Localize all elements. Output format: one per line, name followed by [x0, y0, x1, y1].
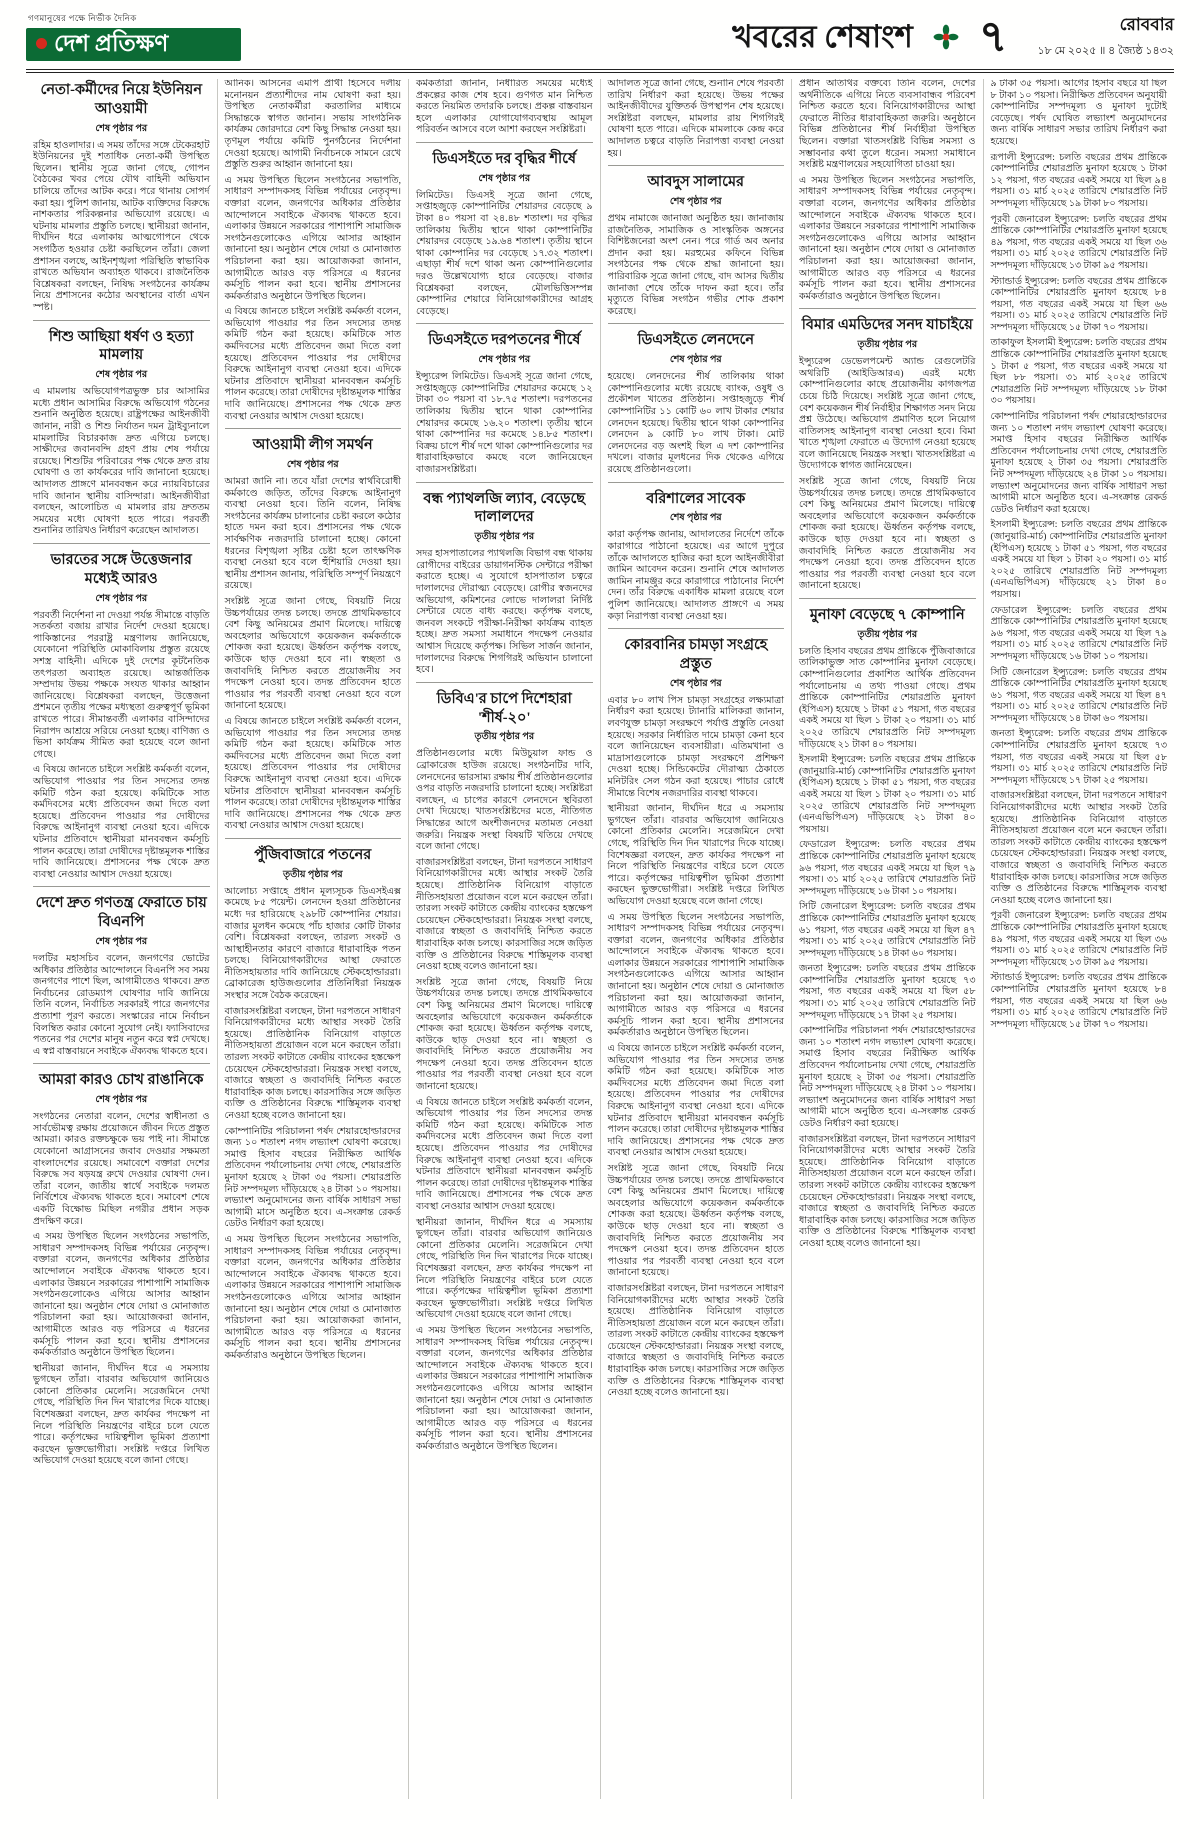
article-body: আদালত সূত্রে জানা গেছে, শুনানি শেষে পরবর্তী তারিখ নির্ধারণ করা হয়েছে। উভয় পক্ষের আইনজীবীদের যুক্তিতর্ক উপস্থাপন শেষ হয়েছে। সংশ্লিষ্টরা বলছেন, মামলার রায় শিগগিরই ঘোষণা হতে পারে। এদিকে মামলাকে কেন্দ্র করে আদালত চত্বরে বাড়তি নিরাপত্তা ব্যবস্থা নেওয়া হয়। — [607, 79, 784, 159]
article-headline: শিশু আছিয়া ধর্ষণ ও হত্যা মামলায় — [48, 328, 194, 364]
article-block — [33, 543, 210, 881]
article-body: সংগঠনের নেতারা বলেন, দেশের স্বাধীনতা ও সার্বভৌমত্ব রক্ষায় প্রয়োজনে জীবন দিতে প্রস্তুত আমরা। কারও রক্তচক্ষুকে ভয় পাই না। সীমান্তে যেকোনো আগ্রাসনের জবাব দেওয়ার সক্ষমতা বাংলাদেশের রয়েছে। সমাবেশে বক্তারা দেশের বিরুদ্ধে সব ষড়যন্ত্র রুখে দেওয়ার ঘোষণা দেন। তাঁরা বলেন, জাতীয় স্বার্থে সবাইকে দলমত নির্বিশেষে ঐক্যবদ্ধ থাকতে হবে। সমাবেশ শেষে একটি বিক্ষোভ মিছিল নগরীর প্রধান সড়ক প্রদক্ষিণ করে। — [33, 1112, 210, 1227]
article-body: স্থানীয়রা জানান, দীর্ঘদিন ধরে এ সমস্যায় ভুগছেন তাঁরা। বারবার অভিযোগ জানিয়েও কোনো প্রতিকার মেলেনি। সরেজমিনে দেখা গেছে, পরিস্থিতি দিন দিন খারাপের দিকে যাচ্ছে। বিশেষজ্ঞরা বলছেন, দ্রুত কার্যকর পদক্ষেপ না নিলে পরিস্থিতি নিয়ন্ত্রণের বাইরে চলে যেতে পারে। কর্তৃপক্ষের দায়িত্বশীল ভূমিকা প্রত্যাশা করছেন ভুক্তভোগীরা। সংশ্লিষ্ট দপ্তরে লিখিত অভিযোগ দেওয়া হয়েছে বলে জানা গেছে। — [416, 1217, 593, 1321]
article-body: বাজারসংশ্লিষ্টরা বলছেন, টানা দরপতনে সাধারণ বিনিয়োগকারীদের মধ্যে আস্থার সংকট তৈরি হয়েছে। প্রাতিষ্ঠানিক বিনিয়োগ বাড়াতে নীতিসহায়তা প্রয়োজন বলে মনে করছেন তাঁরা। তারল্য সংকট কাটাতে কেন্দ্রীয় ব্যাংকের হস্তক্ষেপ চেয়েছেন স্টেকহোল্ডাররা। নিয়ন্ত্রক সংস্থা বলছে, বাজারে স্বচ্ছতা ও জবাবদিহি নিশ্চিত করতে ধারাবাহিক কাজ চলছে। কারসাজির সঙ্গে জড়িত ব্যক্তি ও প্রতিষ্ঠানের বিরুদ্ধে শাস্তিমূলক ব্যবস্থা নেওয়া হচ্ছে বলেও জানানো হয়। — [799, 1134, 976, 1249]
article-headline: বরিশালের সাবেক — [646, 490, 746, 507]
article-body: আনিক। আসনের এমপি প্রার্থী হিসেবে দলীয় মনোনয়ন প্রত্যাশীদের নাম ঘোষণা করা হয়। উপস্থিত নেতাকর্মীরা করতালির মাধ্যমে সিদ্ধান্তকে স্বাগত জানান। সভায় সাংগঠনিক কার্যক্রম জোরদারে বেশ কিছু সিদ্ধান্ত নেওয়া হয়। তৃণমূল পর্যায়ে কমিটি পুনর্গঠনের নির্দেশনা দেওয়া হয়েছে। আগামী নির্বাচনকে সামনে রেখে প্রস্তুতি শুরুর আহ্বান জানানো হয়। — [224, 79, 401, 171]
article-body: কোম্পানিটির পরিচালনা পর্ষদ শেয়ারহোল্ডারদের জন্য ১০ শতাংশ নগদ লভ্যাংশ ঘোষণা করেছে। সমাপ্ত হিসাব বছরের নিরীক্ষিত আর্থিক প্রতিবেদন পর্যালোচনায় দেখা গেছে, শেয়ারপ্রতি মুনাফা হয়েছে ২ টাকা ৩৫ পয়সা। শেয়ারপ্রতি নিট সম্পদমূল্য দাঁড়িয়েছে ২৪ টাকা ১০ পয়সায়। লভ্যাংশ অনুমোদনের জন্য বার্ষিক সাধারণ সভা আগামী মাসে অনুষ্ঠিত হবে। এ-সংক্রান্ত রেকর্ড ডেটও নির্ধারণ করা হয়েছে। — [799, 1026, 976, 1129]
article-body: কোম্পানিটির পরিচালনা পর্ষদ শেয়ারহোল্ডারদের জন্য ১০ শতাংশ নগদ লভ্যাংশ ঘোষণা করেছে। সমাপ্ত হিসাব বছরের নিরীক্ষিত আর্থিক প্রতিবেদন পর্যালোচনায় দেখা গেছে, শেয়ারপ্রতি মুনাফা হয়েছে ২ টাকা ৩৫ পয়সা। শেয়ারপ্রতি নিট সম্পদমূল্য দাঁড়িয়েছে ২৪ টাকা ১০ পয়সায়। লভ্যাংশ অনুমোদনের জন্য বার্ষিক সাধারণ সভা আগামী মাসে অনুষ্ঠিত হবে। এ-সংক্রান্ত রেকর্ড ডেটও নির্ধারণ করা হয়েছে। — [990, 412, 1167, 515]
continuation-label: তৃতীয় পৃষ্ঠার পর — [282, 869, 343, 880]
article-body: এ সময় উপস্থিত ছিলেন সংগঠনের সভাপতি, সাধারণ সম্পাদকসহ বিভিন্ন পর্যায়ের নেতৃবৃন্দ। বক্তারা বলেন, জনগণের অধিকার প্রতিষ্ঠার আন্দোলনে সবাইকে ঐক্যবদ্ধ থাকতে হবে। এলাকার উন্নয়নে সরকারের পাশাপাশি সামাজিক সংগঠনগুলোকেও এগিয়ে আসার আহ্বান জানানো হয়। অনুষ্ঠান শেষে দোয়া ও মোনাজাত পরিচালনা করা হয়। আয়োজকরা জানান, আগামীতে আরও বড় পরিসরে এ ধরনের কর্মসূচি পালন করা হবে। স্থানীয় প্রশাসনের কর্মকর্তারাও অনুষ্ঠানে উপস্থিত ছিলেন। — [224, 175, 401, 302]
article-block — [416, 323, 593, 476]
article-body: ইন্স্যুরেন্স ডেভেলপমেন্ট অ্যান্ড রেগুলেটরি অথরিটি (আইডিআরএ) এরই মধ্যে কোম্পানিগুলোর কাছে প্রয়োজনীয় কাগজপত্র চেয়ে চিঠি দিয়েছে। সংশ্লিষ্ট সূত্রে জানা গেছে, বেশ কয়েকজন শীর্ষ নির্বাহীর শিক্ষাগত সনদ নিয়ে প্রশ্ন উঠেছে। অভিযোগ প্রমাণিত হলে নিয়োগ বাতিলসহ আইনানুগ ব্যবস্থা নেওয়া হবে। বিমা খাতে শৃঙ্খলা ফেরাতে এ উদ্যোগ নেওয়া হয়েছে বলে জানিয়েছে নিয়ন্ত্রক সংস্থা। খাতসংশ্লিষ্টরা এ উদ্যোগকে স্বাগত জানিয়েছেন। — [799, 357, 976, 472]
article-headline: আমরা কারও চোখ রাঙানিকে — [39, 1072, 204, 1089]
article-body: প্রধান অতিথির বক্তব্যে তিনি বলেন, দেশের অর্থনীতিকে এগিয়ে নিতে ব্যবসাবান্ধব পরিবেশ নিশ্চিত করতে হবে। বিনিয়োগকারীদের আস্থা ফেরাতে নীতির ধারাবাহিকতা জরুরি। অনুষ্ঠানে বিভিন্ন প্রতিষ্ঠানের শীর্ষ নির্বাহীরা উপস্থিত ছিলেন। বক্তারা খাতসংশ্লিষ্ট বিভিন্ন সমস্যা ও সম্ভাবনার কথা তুলে ধরেন। সমস্যা সমাধানে সংশ্লিষ্ট মন্ত্রণালয়ের সহযোগিতা চাওয়া হয়। — [799, 79, 976, 171]
article-block — [799, 598, 976, 1251]
continued-text-block — [799, 79, 976, 303]
article-headline: নেতা-কর্মীদের নিয়ে ইউনিয়ন আওয়ামী — [40, 82, 202, 117]
article-body: কর্মকর্তারা জানান, নির্ধারিত সময়ের মধ্যেই প্রকল্পের কাজ শেষ হবে। গুণগত মান নিশ্চিত করতে নিয়মিত তদারকি চলছে। প্রকল্প বাস্তবায়ন হলে এলাকার যোগাযোগব্যবস্থায় আমূল পরিবর্তন আসবে বলে আশা করছেন সংশ্লিষ্টরা। — [416, 79, 593, 136]
article-body: দলটির মহাসচিব বলেন, জনগণের ভোটের অধিকার প্রতিষ্ঠার আন্দোলনে বিএনপি সব সময় জনগণের পাশে ছিল, আগামীতেও থাকবে। দ্রুত নির্বাচনের রোডম্যাপ ঘোষণার দাবি জানিয়ে তিনি বলেন, নির্বাচিত সরকারই পারে জনগণের প্রত্যাশা পূরণ করতে। সংস্কারের নামে নির্বাচন বিলম্বিত করার কোনো সুযোগ নেই। ফ্যাসিবাদের পতনের পর দেশের মানুষ নতুন করে স্বপ্ন দেখছে। এ স্বপ্ন বাস্তবায়নে সবাইকে ঐক্যবদ্ধ থাকতে হবে। — [33, 954, 210, 1057]
article-body: রূপালী ইন্স্যুরেন্স: চলতি বছরের প্রথম প্রান্তিকে কোম্পানিটির শেয়ারপ্রতি মুনাফা হয়েছে ১ টাকা ১২ পয়সা, গত বছরের একই সময়ে যা ছিল ৯৪ পয়সা। ৩১ মার্চ ২০২৫ তারিখে শেয়ারপ্রতি নিট সম্পদমূল্য দাঁড়িয়েছে ১৯ টাকা ৮০ পয়সায়। — [990, 152, 1167, 209]
continuation-label: শেষ পৃষ্ঠার পর — [669, 513, 722, 524]
article-body: এ বিষয়ে জানতে চাইলে সংশ্লিষ্ট কর্মকর্তা বলেন, অভিযোগ পাওয়ার পর তিন সদস্যের তদন্ত কমিটি গঠন করা হয়েছে। কমিটিকে সাত কর্মদিবসের মধ্যে প্রতিবেদন জমা দিতে বলা হয়েছে। প্রতিবেদন পাওয়ার পর দোষীদের বিরুদ্ধে আইনানুগ ব্যবস্থা নেওয়া হবে। এদিকে ঘটনার প্রতিবাদে স্থানীয়রা মানববন্ধন কর্মসূচি পালন করেছে। তারা দোষীদের দৃষ্টান্তমূলক শাস্তির দাবি জানিয়েছে। প্রশাসনের পক্ষ থেকে দ্রুত ব্যবস্থা নেওয়ার আশ্বাস দেওয়া হয়েছে। — [33, 765, 210, 880]
article-body: এ বিষয়ে জানতে চাইলে সংশ্লিষ্ট কর্মকর্তা বলেন, অভিযোগ পাওয়ার পর তিন সদস্যের তদন্ত কমিটি গঠন করা হয়েছে। কমিটিকে সাত কর্মদিবসের মধ্যে প্রতিবেদন জমা দিতে বলা হয়েছে। প্রতিবেদন পাওয়ার পর দোষীদের বিরুদ্ধে আইনানুগ ব্যবস্থা নেওয়া হবে। এদিকে ঘটনার প্রতিবাদে স্থানীয়রা মানববন্ধন কর্মসূচি পালন করেছে। তারা দোষীদের দৃষ্টান্তমূলক শাস্তির দাবি জানিয়েছে। প্রশাসনের পক্ষ থেকে দ্রুত ব্যবস্থা নেওয়ার আশ্বাস দেওয়া হয়েছে। — [416, 1097, 593, 1212]
continued-text-block — [416, 79, 593, 137]
article-headline: ডিএসইতে দরপতনের শীর্ষে — [428, 332, 581, 349]
article-body: চলতি হিসাব বছরের প্রথম প্রান্তিকে পুঁজিবাজারে তালিকাভুক্ত সাত কোম্পানির মুনাফা বেড়েছে। কোম্পানিগুলোর প্রকাশিত আর্থিক প্রতিবেদন পর্যালোচনায় এ তথ্য পাওয়া গেছে। প্রথম প্রান্তিকে কোম্পানিটির শেয়ারপ্রতি মুনাফা (ইপিএস) হয়েছে ১ টাকা ৫১ পয়সা, গত বছরের একই সময়ে যা ছিল ১ টাকা ২০ পয়সা। ৩১ মার্চ ২০২৫ তারিখে শেয়ারপ্রতি নিট সম্পদমূল্য দাঁড়িয়েছে ২১ টাকা ৪০ পয়সায়। — [799, 646, 976, 750]
article-body: প্রতিষ্ঠানগুলোর মধ্যে মিউচুয়াল ফান্ড ও ব্রোকারেজ হাউজ রয়েছে। সংগঠনটির দাবি, লেনদেনের ভারসাম্য রক্ষায় শীর্ষ প্রতিষ্ঠানগুলোর ওপর বাড়তি নজরদারি চালানো হচ্ছে। সংশ্লিষ্টরা বলছেন, এ চাপের কারণে লেনদেনে স্থবিরতা দেখা দিয়েছে। খাতসংশ্লিষ্টদের মতে, নীতিগত সিদ্ধান্তের আগে অংশীজনদের মতামত নেওয়া জরুরি। নিয়ন্ত্রক সংস্থা বিষয়টি খতিয়ে দেখছে বলে জানা গেছে। — [416, 749, 593, 853]
article-block — [799, 308, 976, 593]
article-headline: পুঁজিবাজারে পতনের — [254, 846, 372, 863]
article-body: সদর হাসপাতালের প্যাথলজি বিভাগ বন্ধ থাকায় রোগীদের বাইরের ডায়াগনস্টিক সেন্টারে পরীক্ষা করাতে হচ্ছে। এ সুযোগে হাসপাতাল চত্বরে দালালদের দৌরাত্ম্য বেড়েছে। রোগীর স্বজনদের অভিযোগ, কমিশনের লোভে দালালরা নির্দিষ্ট সেন্টারে যেতে বাধ্য করছে। কর্তৃপক্ষ বলছে, জনবল সংকটে পরীক্ষা-নিরীক্ষা কার্যক্রম ব্যাহত হচ্ছে। দ্রুত সমস্যা সমাধানে পদক্ষেপ নেওয়ার আশ্বাস দিয়েছে কর্তৃপক্ষ। সিভিল সার্জন জানান, দালালদের বিরুদ্ধে শিগগিরই অভিযান চালানো হবে। — [416, 549, 593, 676]
article-body: বাজারসংশ্লিষ্টরা বলছেন, টানা দরপতনে সাধারণ বিনিয়োগকারীদের মধ্যে আস্থার সংকট তৈরি হয়েছে। প্রাতিষ্ঠানিক বিনিয়োগ বাড়াতে নীতিসহায়তা প্রয়োজন বলে মনে করছেন তাঁরা। তারল্য সংকট কাটাতে কেন্দ্রীয় ব্যাংকের হস্তক্ষেপ চেয়েছেন স্টেকহোল্ডাররা। নিয়ন্ত্রক সংস্থা বলছে, বাজারে স্বচ্ছতা ও জবাবদিহি নিশ্চিত করতে ধারাবাহিক কাজ চলছে। কারসাজির সঙ্গে জড়িত ব্যক্তি ও প্রতিষ্ঠানের বিরুদ্ধে শাস্তিমূলক ব্যবস্থা নেওয়া হচ্ছে বলেও জানানো হয়। — [990, 791, 1167, 906]
article-body: ইসলামী ইন্স্যুরেন্স: চলতি বছরের প্রথম প্রান্তিকে (জানুয়ারি-মার্চ) কোম্পানিটির শেয়ারপ্রতি মুনাফা (ইপিএস) হয়েছে ১ টাকা ৫১ পয়সা, গত বছরের একই সময়ে যা ছিল ১ টাকা ২০ পয়সা। ৩১ মার্চ ২০২৫ তারিখে শেয়ারপ্রতি নিট সম্পদমূল্য (এনএভিপিএস) দাঁড়িয়েছে ২১ টাকা ৪০ পয়সায়। — [990, 520, 1167, 600]
continuation-label: শেষ পৃষ্ঠার পর — [95, 937, 148, 948]
article-headline: ডিএসইতে দর বৃদ্ধির শীর্ষে — [432, 150, 577, 167]
article-body: এ বিষয়ে জানতে চাইলে সংশ্লিষ্ট কর্মকর্তা বলেন, অভিযোগ পাওয়ার পর তিন সদস্যের তদন্ত কমিটি গঠন করা হয়েছে। কমিটিকে সাত কর্মদিবসের মধ্যে প্রতিবেদন জমা দিতে বলা হয়েছে। প্রতিবেদন পাওয়ার পর দোষীদের বিরুদ্ধে আইনানুগ ব্যবস্থা নেওয়া হবে। এদিকে ঘটনার প্রতিবাদে স্থানীয়রা মানববন্ধন কর্মসূচি পালন করেছে। তারা দোষীদের দৃষ্টান্তমূলক শাস্তির দাবি জানিয়েছে। প্রশাসনের পক্ষ থেকে দ্রুত ব্যবস্থা নেওয়ার আশ্বাস দেওয়া হয়েছে। — [224, 307, 401, 422]
article-body: সংশ্লিষ্ট সূত্রে জানা গেছে, বিষয়টি নিয়ে উচ্চপর্যায়ের তদন্ত চলছে। তদন্তে প্রাথমিকভাবে বেশ কিছু অনিয়মের প্রমাণ মিলেছে। দায়িত্বে অবহেলার অভিযোগে কয়েকজন কর্মকর্তাকে শোকজ করা হয়েছে। ঊর্ধ্বতন কর্তৃপক্ষ বলছে, কাউকে ছাড় দেওয়া হবে না। স্বচ্ছতা ও জবাবদিহি নিশ্চিত করতে প্রয়োজনীয় সব পদক্ষেপ নেওয়া হবে। তদন্ত প্রতিবেদন হাতে পাওয়ার পর পরবর্তী ব্যবস্থা নেওয়া হবে বলে জানানো হয়েছে। — [799, 477, 976, 592]
article-body: সংশ্লিষ্ট সূত্রে জানা গেছে, বিষয়টি নিয়ে উচ্চপর্যায়ের তদন্ত চলছে। তদন্তে প্রাথমিকভাবে বেশ কিছু অনিয়মের প্রমাণ মিলেছে। দায়িত্বে অবহেলার অভিযোগে কয়েকজন কর্মকর্তাকে শোকজ করা হয়েছে। ঊর্ধ্বতন কর্তৃপক্ষ বলছে, কাউকে ছাড় দেওয়া হবে না। স্বচ্ছতা ও জবাবদিহি নিশ্চিত করতে প্রয়োজনীয় সব পদক্ষেপ নেওয়া হবে। তদন্ত প্রতিবেদন হাতে পাওয়ার পর পরবর্তী ব্যবস্থা নেওয়া হবে বলে জানানো হয়েছে। — [607, 1163, 784, 1279]
article-block — [225, 838, 402, 1363]
continuation-label: শেষ পৃষ্ঠার পর — [669, 197, 722, 207]
article-body: হয়েছে। লেনদেনের শীর্ষ তালিকায় থাকা কোম্পানিগুলোর মধ্যে রয়েছে ব্যাংক, ওষুধ ও প্রকৌশল খাতের প্রতিষ্ঠান। সপ্তাহজুড়ে শীর্ষ কোম্পানিটির ১১ কোটি ৬০ লাখ টাকার শেয়ার লেনদেন হয়েছে। দ্বিতীয় স্থানে থাকা কোম্পানির লেনদেন ৯ কোটি ৮০ লাখ টাকা। মোট লেনদেনের বড় অংশই ছিল এ দশ কোম্পানির দখলে। বাজার মূলধনের দিক থেকেও এগিয়ে রয়েছে প্রতিষ্ঠানগুলো। — [607, 372, 784, 475]
article-headline: আওয়ামী লীগ সমর্থন — [252, 437, 373, 454]
article-block — [608, 628, 785, 1400]
section-title: খবরের শেষাংশ — [732, 19, 913, 54]
article-block — [33, 1063, 210, 1468]
logo-mark-icon — [36, 38, 47, 49]
article-block — [33, 320, 210, 538]
article-body: পূরবী জেনারেল ইন্স্যুরেন্স: চলতি বছরের প্রথম প্রান্তিকে কোম্পানিটির শেয়ারপ্রতি মুনাফা হয়েছে ৪৯ পয়সা, গত বছরের একই সময়ে যা ছিল ৩৬ পয়সা। ৩১ মার্চ ২০২৫ তারিখে শেয়ারপ্রতি নিট সম্পদমূল্য দাঁড়িয়েছে ১৩ টাকা ৯৫ পয়সায়। — [990, 214, 1167, 271]
article-block — [33, 81, 210, 315]
article-body: স্থানীয়রা জানান, দীর্ঘদিন ধরে এ সমস্যায় ভুগছেন তাঁরা। বারবার অভিযোগ জানিয়েও কোনো প্রতিকার মেলেনি। সরেজমিনে দেখা গেছে, পরিস্থিতি দিন দিন খারাপের দিকে যাচ্ছে। বিশেষজ্ঞরা বলছেন, দ্রুত কার্যকর পদক্ষেপ না নিলে পরিস্থিতি নিয়ন্ত্রণের বাইরে চলে যেতে পারে। কর্তৃপক্ষের দায়িত্বশীল ভূমিকা প্রত্যাশা করছেন ভুক্তভোগীরা। সংশ্লিষ্ট দপ্তরে লিখিত অভিযোগ দেওয়া হয়েছে বলে জানা গেছে। — [607, 804, 784, 907]
article-body: জনতা ইন্স্যুরেন্স: চলতি বছরের প্রথম প্রান্তিকে কোম্পানিটির শেয়ারপ্রতি মুনাফা হয়েছে ৭৩ পয়সা, গত বছরের একই সময়ে যা ছিল ৫৮ পয়সা। ৩১ মার্চ ২০২৫ তারিখে শেয়ারপ্রতি নিট সম্পদমূল্য দাঁড়িয়েছে ১৭ টাকা ২৫ পয়সায়। — [990, 729, 1167, 786]
continuation-label: শেষ পৃষ্ঠার পর — [669, 355, 722, 366]
article-block — [608, 323, 785, 476]
article-block — [416, 482, 593, 677]
article-headline: ডিএসইতে লেনদেনে — [637, 332, 755, 349]
article-block — [608, 165, 785, 318]
article-block — [608, 482, 785, 624]
article-body: কোম্পানিটির পরিচালনা পর্ষদ শেয়ারহোল্ডারদের জন্য ১০ শতাংশ নগদ লভ্যাংশ ঘোষণা করেছে। সমাপ্ত হিসাব বছরের নিরীক্ষিত আর্থিক প্রতিবেদন পর্যালোচনায় দেখা গেছে, শেয়ারপ্রতি মুনাফা হয়েছে ২ টাকা ৩৫ পয়সা। শেয়ারপ্রতি নিট সম্পদমূল্য দাঁড়িয়েছে ২৪ টাকা ১০ পয়সায়। লভ্যাংশ অনুমোদনের জন্য বার্ষিক সাধারণ সভা আগামী মাসে অনুষ্ঠিত হবে। এ-সংক্রান্ত রেকর্ড ডেটও নির্ধারণ করা হয়েছে। — [224, 1126, 401, 1230]
article-body: পরবর্তী নির্দেশনা না দেওয়া পর্যন্ত সীমান্তে বাড়তি সতর্কতা বজায় রাখার নির্দেশ দেওয়া হয়েছে। পাকিস্তানের পররাষ্ট্র মন্ত্রণালয় জানিয়েছে, যেকোনো পরিস্থিতি মোকাবিলায় প্রস্তুত রয়েছে সশস্ত্র বাহিনী। এদিকে দুই দেশের কূটনৈতিক তৎপরতা অব্যাহত রয়েছে। আন্তর্জাতিক সম্প্রদায় উভয় পক্ষকে সংযত থাকার আহ্বান জানিয়েছে। বিশ্লেষকরা বলছেন, উত্তেজনা প্রশমনে তৃতীয় পক্ষের মধ্যস্থতা গুরুত্বপূর্ণ ভূমিকা রাখতে পারে। সীমান্তবর্তী এলাকার বাসিন্দাদের নিরাপদ আশ্রয়ে সরিয়ে নেওয়া হচ্ছে। বাণিজ্য ও ভিসা কার্যক্রম সীমিত করা হয়েছে বলে জানা গেছে। — [33, 610, 210, 760]
article-body: স্ট্যান্ডার্ড ইন্স্যুরেন্স: চলতি বছরের প্রথম প্রান্তিকে কোম্পানিটির শেয়ারপ্রতি মুনাফা হয়েছে ৮৪ পয়সা, গত বছরের একই সময়ে যা ছিল ৬৬ পয়সা। ৩১ মার্চ ২০২৫ তারিখে শেয়ারপ্রতি নিট সম্পদমূল্য দাঁড়িয়েছে ১৫ টাকা ৭০ পয়সায়। — [990, 973, 1167, 1030]
article-headline: দেশে দ্রুত গণতন্ত্র ফেরাতে চায় বিএনপি — [35, 895, 207, 931]
article-headline: ভারতের সঙ্গে উত্তেজনার মধ্যেই আরও — [50, 552, 192, 587]
article-block — [33, 886, 210, 1058]
article-body: এ মামলায় অভিযোগপত্রভুক্ত চার আসামির মধ্যে প্রধান আসামির বিরুদ্ধে অভিযোগ গঠনের শুনানি অনুষ্ঠিত হয়েছে। রাষ্ট্রপক্ষের আইনজীবী জানান, নারী ও শিশু নির্যাতন দমন ট্রাইব্যুনালে মামলাটির বিচারকাজ দ্রুত এগিয়ে চলছে। সাক্ষীদের জবানবন্দি গ্রহণ প্রায় শেষ পর্যায়ে রয়েছে। শিশুটির পরিবারের পক্ষ থেকে দ্রুত রায় ঘোষণা ও তা কার্যকরের দাবি জানানো হয়েছে। আদালত প্রাঙ্গণে মানববন্ধন করে ন্যায়বিচারের দাবি জানান স্থানীয় বাসিন্দারা। আইনজীবীরা বলছেন, আলোচিত এ মামলার রায় দ্রুততম সময়ের মধ্যে ঘোষণা হতে পারে। পরবর্তী শুনানির তারিখও নির্ধারণ করেছেন আদালত। — [33, 387, 210, 537]
article-body: রহিম হাওলাদার। এ সময় তাঁদের সঙ্গে টেকেরহাট ইউনিয়নের দুই শতাধিক নেতা-কর্মী উপস্থিত ছিলেন। স্থানীয় সূত্রে জানা গেছে, গোপন বৈঠকের খবর পেয়ে যৌথ বাহিনী অভিযান চালিয়ে তাঁদের আটক করে। পরে থানায় সোপর্দ করা হয়। পুলিশ জানায়, আটক ব্যক্তিদের বিরুদ্ধে নাশকতার পরিকল্পনার অভিযোগ রয়েছে। এ ঘটনায় মামলার প্রস্তুতি চলছে। স্থানীয়রা জানান, দীর্ঘদিন ধরে এলাকায় আত্মগোপনে থেকে সংগঠিত হওয়ার চেষ্টা করছিলেন তাঁরা। জেলা প্রশাসন বলছে, আইনশৃঙ্খলা পরিস্থিতি স্বাভাবিক রাখতে অভিযান অব্যাহত থাকবে। রাজনৈতিক বিশ্লেষকরা বলছেন, নিষিদ্ধ সংগঠনের কার্যক্রম নিয়ে প্রশাসনের কঠোর অবস্থানের বার্তা এখন স্পষ্ট। — [33, 140, 210, 313]
continuation-label: শেষ পৃষ্ঠার পর — [478, 173, 531, 184]
article-body: এ সময় উপস্থিত ছিলেন সংগঠনের সভাপতি, সাধারণ সম্পাদকসহ বিভিন্ন পর্যায়ের নেতৃবৃন্দ। বক্তারা বলেন, জনগণের অধিকার প্রতিষ্ঠার আন্দোলনে সবাইকে ঐক্যবদ্ধ থাকতে হবে। এলাকার উন্নয়নে সরকারের পাশাপাশি সামাজিক সংগঠনগুলোকেও এগিয়ে আসার আহ্বান জানানো হয়। অনুষ্ঠান শেষে দোয়া ও মোনাজাত পরিচালনা করা হয়। আয়োজকরা জানান, আগামীতে আরও বড় পরিসরে এ ধরনের কর্মসূচি পালন করা হবে। স্থানীয় প্রশাসনের কর্মকর্তারাও অনুষ্ঠানে উপস্থিত ছিলেন। — [33, 1232, 210, 1359]
article-headline: কোরবানির চামড়া সংগ্রহে প্রস্তুত — [624, 637, 768, 672]
continuation-label: শেষ পৃষ্ঠার পর — [478, 355, 531, 366]
article-block — [416, 682, 593, 1454]
continuation-label: তৃতীয় পৃষ্ঠার পর — [474, 732, 535, 743]
article-body: এ বিষয়ে জানতে চাইলে সংশ্লিষ্ট কর্মকর্তা বলেন, অভিযোগ পাওয়ার পর তিন সদস্যের তদন্ত কমিটি গঠন করা হয়েছে। কমিটিকে সাত কর্মদিবসের মধ্যে প্রতিবেদন জমা দিতে বলা হয়েছে। প্রতিবেদন পাওয়ার পর দোষীদের বিরুদ্ধে আইনানুগ ব্যবস্থা নেওয়া হবে। এদিকে ঘটনার প্রতিবাদে স্থানীয়রা মানববন্ধন কর্মসূচি পালন করেছে। তারা দোষীদের দৃষ্টান্তমূলক শাস্তির দাবি জানিয়েছে। প্রশাসনের পক্ষ থেকে দ্রুত ব্যবস্থা নেওয়ার আশ্বাস দেওয়া হয়েছে। — [607, 1044, 784, 1159]
article-body: এ সময় উপস্থিত ছিলেন সংগঠনের সভাপতি, সাধারণ সম্পাদকসহ বিভিন্ন পর্যায়ের নেতৃবৃন্দ। বক্তারা বলেন, জনগণের অধিকার প্রতিষ্ঠার আন্দোলনে সবাইকে ঐক্যবদ্ধ থাকতে হবে। এলাকার উন্নয়নে সরকারের পাশাপাশি সামাজিক সংগঠনগুলোকেও এগিয়ে আসার আহ্বান জানানো হয়। অনুষ্ঠান শেষে দোয়া ও মোনাজাত পরিচালনা করা হয়। আয়োজকরা জানান, আগামীতে আরও বড় পরিসরে এ ধরনের কর্মসূচি পালন করা হবে। স্থানীয় প্রশাসনের কর্মকর্তারাও অনুষ্ঠানে উপস্থিত ছিলেন। — [224, 1234, 401, 1361]
article-body: সংশ্লিষ্ট সূত্রে জানা গেছে, বিষয়টি নিয়ে উচ্চপর্যায়ের তদন্ত চলছে। তদন্তে প্রাথমিকভাবে বেশ কিছু অনিয়মের প্রমাণ মিলেছে। দায়িত্বে অবহেলার অভিযোগে কয়েকজন কর্মকর্তাকে শোকজ করা হয়েছে। ঊর্ধ্বতন কর্তৃপক্ষ বলছে, কাউকে ছাড় দেওয়া হবে না। স্বচ্ছতা ও জবাবদিহি নিশ্চিত করতে প্রয়োজনীয় সব পদক্ষেপ নেওয়া হবে। তদন্ত প্রতিবেদন হাতে পাওয়ার পর পরবর্তী ব্যবস্থা নেওয়া হবে বলে জানানো হয়েছে। — [224, 597, 401, 712]
article-body: কারা কর্তৃপক্ষ জানায়, আদালতের নির্দেশে তাঁকে কারাগারে পাঠানো হয়েছে। এর আগে দুপুরে তাঁকে আদালতে হাজির করা হলে আইনজীবীরা জামিন আবেদন করেন। শুনানি শেষে আদালত জামিন নামঞ্জুর করে কারাগারে পাঠানোর নির্দেশ দেন। তাঁর বিরুদ্ধে একাধিক মামলা রয়েছে বলে পুলিশ জানিয়েছে। আদালত প্রাঙ্গণে এ সময় কড়া নিরাপত্তা ব্যবস্থা নেওয়া হয়। — [607, 530, 784, 622]
date-block — [1037, 12, 1174, 61]
ornament-icon — [933, 24, 959, 50]
page-number: ৭ — [978, 11, 1008, 61]
article-body: এ সময় উপস্থিত ছিলেন সংগঠনের সভাপতি, সাধারণ সম্পাদকসহ বিভিন্ন পর্যায়ের নেতৃবৃন্দ। বক্তারা বলেন, জনগণের অধিকার প্রতিষ্ঠার আন্দোলনে সবাইকে ঐক্যবদ্ধ থাকতে হবে। এলাকার উন্নয়নে সরকারের পাশাপাশি সামাজিক সংগঠনগুলোকেও এগিয়ে আসার আহ্বান জানানো হয়। অনুষ্ঠান শেষে দোয়া ও মোনাজাত পরিচালনা করা হয়। আয়োজকরা জানান, আগামীতে আরও বড় পরিসরে এ ধরনের কর্মসূচি পালন করা হবে। স্থানীয় প্রশাসনের কর্মকর্তারাও অনুষ্ঠানে উপস্থিত ছিলেন। — [416, 1325, 593, 1452]
day-label: রোববার — [1119, 15, 1174, 34]
continuation-label: শেষ পৃষ্ঠার পর — [95, 370, 148, 381]
article-body: বাজারসংশ্লিষ্টরা বলছেন, টানা দরপতনে সাধারণ বিনিয়োগকারীদের মধ্যে আস্থার সংকট তৈরি হয়েছে। প্রাতিষ্ঠানিক বিনিয়োগ বাড়াতে নীতিসহায়তা প্রয়োজন বলে মনে করছেন তাঁরা। তারল্য সংকট কাটাতে কেন্দ্রীয় ব্যাংকের হস্তক্ষেপ চেয়েছেন স্টেকহোল্ডাররা। নিয়ন্ত্রক সংস্থা বলছে, বাজারে স্বচ্ছতা ও জবাবদিহি নিশ্চিত করতে ধারাবাহিক কাজ চলছে। কারসাজির সঙ্গে জড়িত ব্যক্তি ও প্রতিষ্ঠানের বিরুদ্ধে শাস্তিমূলক ব্যবস্থা নেওয়া হচ্ছে বলেও জানানো হয়। — [607, 1283, 784, 1399]
article-headline: বন্ধ প্যাথলজি ল্যাব, বেড়েছে দালালদের — [423, 490, 586, 526]
brand-tagline: গণমানুষের পক্ষে নির্ভীক দৈনিক — [28, 13, 137, 23]
continued-text-block — [991, 79, 1168, 1031]
masthead-center — [732, 11, 1008, 61]
article-body: বাজারসংশ্লিষ্টরা বলছেন, টানা দরপতনে সাধারণ বিনিয়োগকারীদের মধ্যে আস্থার সংকট তৈরি হয়েছে। প্রাতিষ্ঠানিক বিনিয়োগ বাড়াতে নীতিসহায়তা প্রয়োজন বলে মনে করছেন তাঁরা। তারল্য সংকট কাটাতে কেন্দ্রীয় ব্যাংকের হস্তক্ষেপ চেয়েছেন স্টেকহোল্ডাররা। নিয়ন্ত্রক সংস্থা বলছে, বাজারে স্বচ্ছতা ও জবাবদিহি নিশ্চিত করতে ধারাবাহিক কাজ চলছে। কারসাজির সঙ্গে জড়িত ব্যক্তি ও প্রতিষ্ঠানের বিরুদ্ধে শাস্তিমূলক ব্যবস্থা নেওয়া হচ্ছে বলেও জানানো হয়। — [416, 857, 593, 973]
article-headline: বিমার এমডিদের সনদ যাচাইয়ে — [801, 317, 973, 334]
article-body: এ বিষয়ে জানতে চাইলে সংশ্লিষ্ট কর্মকর্তা বলেন, অভিযোগ পাওয়ার পর তিন সদস্যের তদন্ত কমিটি গঠন করা হয়েছে। কমিটিকে সাত কর্মদিবসের মধ্যে প্রতিবেদন জমা দিতে বলা হয়েছে। প্রতিবেদন পাওয়ার পর দোষীদের বিরুদ্ধে আইনানুগ ব্যবস্থা নেওয়া হবে। এদিকে ঘটনার প্রতিবাদে স্থানীয়রা মানববন্ধন কর্মসূচি পালন করেছে। তারা দোষীদের দৃষ্টান্তমূলক শাস্তির দাবি জানিয়েছে। প্রশাসনের পক্ষ থেকে দ্রুত ব্যবস্থা নেওয়ার আশ্বাস দেওয়া হয়েছে। — [224, 716, 401, 832]
continued-text-block — [608, 79, 785, 160]
article-headline: ডিবিএ'র চাপে দিশেহারা 'শীর্ষ-২০' — [436, 690, 572, 726]
article-headline: মুনাফা বেড়েছে ৭ কোম্পানি — [809, 607, 965, 623]
article-body: সিটি জেনারেল ইন্স্যুরেন্স: চলতি বছরের প্রথম প্রান্তিকে কোম্পানিটির শেয়ারপ্রতি মুনাফা হয়েছে ৬১ পয়সা, গত বছরের একই সময়ে যা ছিল ৪৭ পয়সা। ৩১ মার্চ ২০২৫ তারিখে শেয়ারপ্রতি নিট সম্পদমূল্য দাঁড়িয়েছে ১৪ টাকা ৬০ পয়সায়। — [990, 667, 1167, 724]
article-body: জনতা ইন্স্যুরেন্স: চলতি বছরের প্রথম প্রান্তিকে কোম্পানিটির শেয়ারপ্রতি মুনাফা হয়েছে ৭৩ পয়সা, গত বছরের একই সময়ে যা ছিল ৫৮ পয়সা। ৩১ মার্চ ২০২৫ তারিখে শেয়ারপ্রতি নিট সম্পদমূল্য দাঁড়িয়েছে ১৭ টাকা ২৫ পয়সায়। — [799, 964, 976, 1021]
column-5 — [791, 79, 983, 1799]
column-6 — [983, 79, 1175, 1799]
continuation-label: শেষ পৃষ্ঠার পর — [669, 678, 722, 689]
article-block — [225, 428, 402, 833]
continuation-label: তৃতীয় পৃষ্ঠার পর — [474, 532, 535, 543]
column-2 — [217, 79, 409, 1799]
article-block — [416, 142, 593, 318]
article-body: সিটি জেনারেল ইন্স্যুরেন্স: চলতি বছরের প্রথম প্রান্তিকে কোম্পানিটির শেয়ারপ্রতি মুনাফা হয়েছে ৬১ পয়সা, গত বছরের একই সময়ে যা ছিল ৪৭ পয়সা। ৩১ মার্চ ২০২৫ তারিখে শেয়ারপ্রতি নিট সম্পদমূল্য দাঁড়িয়েছে ১৪ টাকা ৬০ পয়সায়। — [799, 902, 976, 959]
article-body: তাকাফুল ইসলামী ইন্স্যুরেন্স: চলতি বছরের প্রথম প্রান্তিকে কোম্পানিটির শেয়ারপ্রতি মুনাফা হয়েছে ১ টাকা ৫ পয়সা, গত বছরের একই সময়ে যা ছিল ৮৮ পয়সা। ৩১ মার্চ ২০২৫ তারিখে শেয়ারপ্রতি নিট সম্পদমূল্য দাঁড়িয়েছে ১৮ টাকা ৩০ পয়সায়। — [990, 338, 1167, 407]
masthead — [26, 12, 1174, 73]
article-body: ইসলামী ইন্স্যুরেন্স: চলতি বছরের প্রথম প্রান্তিকে (জানুয়ারি-মার্চ) কোম্পানিটির শেয়ারপ্রতি মুনাফা (ইপিএস) হয়েছে ১ টাকা ৫১ পয়সা, গত বছরের একই সময়ে যা ছিল ১ টাকা ২০ পয়সা। ৩১ মার্চ ২০২৫ তারিখে শেয়ারপ্রতি নিট সম্পদমূল্য (এনএভিপিএস) দাঁড়িয়েছে ২১ টাকা ৪০ পয়সায়। — [799, 755, 976, 835]
article-body: এ সময় উপস্থিত ছিলেন সংগঠনের সভাপতি, সাধারণ সম্পাদকসহ বিভিন্ন পর্যায়ের নেতৃবৃন্দ। বক্তারা বলেন, জনগণের অধিকার প্রতিষ্ঠার আন্দোলনে সবাইকে ঐক্যবদ্ধ থাকতে হবে। এলাকার উন্নয়নে সরকারের পাশাপাশি সামাজিক সংগঠনগুলোকেও এগিয়ে আসার আহ্বান জানানো হয়। অনুষ্ঠান শেষে দোয়া ও মোনাজাত পরিচালনা করা হয়। আয়োজকরা জানান, আগামীতে আরও বড় পরিসরে এ ধরনের কর্মসূচি পালন করা হবে। স্থানীয় প্রশাসনের কর্মকর্তারাও অনুষ্ঠানে উপস্থিত ছিলেন। — [799, 175, 976, 302]
article-columns — [26, 79, 1174, 1799]
article-body: প্রথম নামাজে জানাজা অনুষ্ঠিত হয়। জানাজায় রাজনৈতিক, সামাজিক ও সাংস্কৃতিক অঙ্গনের বিশিষ্টজনেরা অংশ নেন। পরে গার্ড অব অনার প্রদান করা হয়। মরহুমের কফিনে বিভিন্ন সংগঠনের পক্ষ থেকে শ্রদ্ধা জানানো হয়। পারিবারিক সূত্রে জানা গেছে, বাদ আসর দ্বিতীয় জানাজা শেষে তাঁকে দাফন করা হবে। তাঁর মৃত্যুতে বিভিন্ন সংগঠন গভীর শোক প্রকাশ করেছে। — [607, 214, 784, 317]
article-body: স্ট্যান্ডার্ড ইন্স্যুরেন্স: চলতি বছরের প্রথম প্রান্তিকে কোম্পানিটির শেয়ারপ্রতি মুনাফা হয়েছে ৮৪ পয়সা, গত বছরের একই সময়ে যা ছিল ৬৬ পয়সা। ৩১ মার্চ ২০২৫ তারিখে শেয়ারপ্রতি নিট সম্পদমূল্য দাঁড়িয়েছে ১৫ টাকা ৭০ পয়সায়। — [990, 276, 1167, 333]
article-body: বাজারসংশ্লিষ্টরা বলছেন, টানা দরপতনে সাধারণ বিনিয়োগকারীদের মধ্যে আস্থার সংকট তৈরি হয়েছে। প্রাতিষ্ঠানিক বিনিয়োগ বাড়াতে নীতিসহায়তা প্রয়োজন বলে মনে করছেন তাঁরা। তারল্য সংকট কাটাতে কেন্দ্রীয় ব্যাংকের হস্তক্ষেপ চেয়েছেন স্টেকহোল্ডাররা। নিয়ন্ত্রক সংস্থা বলছে, বাজারে স্বচ্ছতা ও জবাবদিহি নিশ্চিত করতে ধারাবাহিক কাজ চলছে। কারসাজির সঙ্গে জড়িত ব্যক্তি ও প্রতিষ্ঠানের বিরুদ্ধে শাস্তিমূলক ব্যবস্থা নেওয়া হচ্ছে বলেও জানানো হয়। — [224, 1006, 401, 1121]
continuation-label: তৃতীয় পৃষ্ঠার পর — [857, 340, 918, 351]
article-body: আলোচ্য সপ্তাহে প্রধান মূল্যসূচক ডিএসইএক্স কমেছে ৮৫ পয়েন্ট। লেনদেন হওয়া প্রতিষ্ঠানের মধ্যে দর হারিয়েছে ২৯৮টি কোম্পানির শেয়ার। বাজার মূলধন কমেছে পাঁচ হাজার কোটি টাকার বেশি। বিশ্লেষকরা বলছেন, তারল্য সংকট ও আস্থাহীনতার কারণে বাজারে ধারাবাহিক পতন চলছে। বিনিয়োগকারীদের আস্থা ফেরাতে নীতিসহায়তার দাবি জানিয়েছে স্টেকহোল্ডাররা। ব্রোকারেজ হাউজগুলোর প্রতিনিধিরা নিয়ন্ত্রক সংস্থার সঙ্গে বৈঠক করেছেন। — [224, 886, 401, 1002]
article-body: এবার ৮০ লাখ পিস চামড়া সংগ্রহের লক্ষ্যমাত্রা নির্ধারণ করা হয়েছে। ট্যানারি মালিকরা জানান, লবণযুক্ত চামড়া সংরক্ষণে পর্যাপ্ত প্রস্তুতি নেওয়া হয়েছে। সরকার নির্ধারিত দামে চামড়া কেনা হবে বলে জানিয়েছেন ব্যবসায়ীরা। এতিমখানা ও মাদ্রাসাগুলোকে চামড়া সংরক্ষণে প্রশিক্ষণ দেওয়া হচ্ছে। সিন্ডিকেটের দৌরাত্ম্য ঠেকাতে মনিটরিং সেল গঠন করা হয়েছে। পাচার রোধে সীমান্তে বিশেষ নজরদারির ব্যবস্থা থাকবে। — [607, 695, 784, 799]
article-body: ফেডারেল ইন্স্যুরেন্স: চলতি বছরের প্রথম প্রান্তিকে কোম্পানিটির শেয়ারপ্রতি মুনাফা হয়েছে ৯৬ পয়সা, গত বছরের একই সময়ে যা ছিল ৭৯ পয়সা। ৩১ মার্চ ২০২৫ তারিখে শেয়ারপ্রতি নিট সম্পদমূল্য দাঁড়িয়েছে ১৬ টাকা ১০ পয়সায়। — [990, 605, 1167, 662]
column-3 — [408, 79, 600, 1799]
continuation-label: শেষ পৃষ্ঠার পর — [95, 593, 148, 604]
continuation-label: শেষ পৃষ্ঠার পর — [286, 460, 339, 471]
article-body: সংশ্লিষ্ট সূত্রে জানা গেছে, বিষয়টি নিয়ে উচ্চপর্যায়ের তদন্ত চলছে। তদন্তে প্রাথমিকভাবে বেশ কিছু অনিয়মের প্রমাণ মিলেছে। দায়িত্বে অবহেলার অভিযোগে কয়েকজন কর্মকর্তাকে শোকজ করা হয়েছে। ঊর্ধ্বতন কর্তৃপক্ষ বলছে, কাউকে ছাড় দেওয়া হবে না। স্বচ্ছতা ও জবাবদিহি নিশ্চিত করতে প্রয়োজনীয় সব পদক্ষেপ নেওয়া হবে। তদন্ত প্রতিবেদন হাতে পাওয়ার পর পরবর্তী ব্যবস্থা নেওয়া হবে বলে জানানো হয়েছে। — [416, 977, 593, 1093]
date-label: ১৮ মে ২০২৫ ॥ ৪ জ্যৈষ্ঠ ১৪৩২ — [1037, 45, 1174, 57]
column-4 — [600, 79, 792, 1799]
article-body: পূরবী জেনারেল ইন্স্যুরেন্স: চলতি বছরের প্রথম প্রান্তিকে কোম্পানিটির শেয়ারপ্রতি মুনাফা হয়েছে ৪৯ পয়সা, গত বছরের একই সময়ে যা ছিল ৩৬ পয়সা। ৩১ মার্চ ২০২৫ তারিখে শেয়ারপ্রতি নিট সম্পদমূল্য দাঁড়িয়েছে ১৩ টাকা ৯৫ পয়সায়। — [990, 911, 1167, 968]
article-headline: আবদুস সালামের — [647, 174, 744, 191]
brand-block — [26, 12, 241, 61]
article-body: ইন্স্যুরেন্স লিমিটেড। ডিএসই সূত্রে জানা গেছে, সপ্তাহজুড়ে কোম্পানিটির শেয়ারদর কমেছে ১২ টাকা ৩০ পয়সা বা ১৮.৭৫ শতাংশ। দরপতনের তালিকায় দ্বিতীয় স্থানে থাকা কোম্পানির শেয়ারদর কমেছে ১৬.২০ শতাংশ। তৃতীয় স্থানে থাকা কোম্পানির দর কমেছে ১৪.৮৫ শতাংশ। বিক্রয় চাপে শীর্ষ দশে থাকা কোম্পানিগুলোর দর ধারাবাহিকভাবে কমছে বলে জানিয়েছেন বাজারসংশ্লিষ্টরা। — [416, 372, 593, 475]
article-body: এ সময় উপস্থিত ছিলেন সংগঠনের সভাপতি, সাধারণ সম্পাদকসহ বিভিন্ন পর্যায়ের নেতৃবৃন্দ। বক্তারা বলেন, জনগণের অধিকার প্রতিষ্ঠার আন্দোলনে সবাইকে ঐক্যবদ্ধ থাকতে হবে। এলাকার উন্নয়নে সরকারের পাশাপাশি সামাজিক সংগঠনগুলোকেও এগিয়ে আসার আহ্বান জানানো হয়। অনুষ্ঠান শেষে দোয়া ও মোনাজাত পরিচালনা করা হয়। আয়োজকরা জানান, আগামীতে আরও বড় পরিসরে এ ধরনের কর্মসূচি পালন করা হবে। স্থানীয় প্রশাসনের কর্মকর্তারাও অনুষ্ঠানে উপস্থিত ছিলেন। — [607, 912, 784, 1039]
continuation-label: তৃতীয় পৃষ্ঠার পর — [857, 629, 918, 640]
continuation-label: শেষ পৃষ্ঠার পর — [95, 123, 148, 134]
article-body: স্থানীয়রা জানান, দীর্ঘদিন ধরে এ সমস্যায় ভুগছেন তাঁরা। বারবার অভিযোগ জানিয়েও কোনো প্রতিকার মেলেনি। সরেজমিনে দেখা গেছে, পরিস্থিতি দিন দিন খারাপের দিকে যাচ্ছে। বিশেষজ্ঞরা বলছেন, দ্রুত কার্যকর পদক্ষেপ না নিলে পরিস্থিতি নিয়ন্ত্রণের বাইরে চলে যেতে পারে। কর্তৃপক্ষের দায়িত্বশীল ভূমিকা প্রত্যাশা করছেন ভুক্তভোগীরা। সংশ্লিষ্ট দপ্তরে লিখিত অভিযোগ দেওয়া হয়েছে বলে জানা গেছে। — [33, 1363, 210, 1467]
continued-text-block — [225, 79, 402, 423]
column-1 — [26, 79, 217, 1799]
article-body: আমরা জানি না। তবে যাঁরা দেশের স্বার্থবিরোধী কর্মকাণ্ডে জড়িত, তাঁদের বিরুদ্ধে আইনানুগ ব্যবস্থা নেওয়া হবে। তিনি বলেন, নিষিদ্ধ সংগঠনের কার্যক্রম চালানোর চেষ্টা করলে কঠোর হাতে দমন করা হবে। প্রশাসনের পক্ষ থেকে সার্বক্ষণিক নজরদারি চালানো হচ্ছে। কোনো ধরনের বিশৃঙ্খলা সৃষ্টির চেষ্টা হলে তাৎক্ষণিক ব্যবস্থা নেওয়া হবে বলে হুঁশিয়ারি দেওয়া হয়। স্থানীয় প্রশাসন জানায়, পরিস্থিতি সম্পূর্ণ নিয়ন্ত্রণে রয়েছে। — [224, 477, 401, 592]
article-body: ফেডারেল ইন্স্যুরেন্স: চলতি বছরের প্রথম প্রান্তিকে কোম্পানিটির শেয়ারপ্রতি মুনাফা হয়েছে ৯৬ পয়সা, গত বছরের একই সময়ে যা ছিল ৭৯ পয়সা। ৩১ মার্চ ২০২৫ তারিখে শেয়ারপ্রতি নিট সম্পদমূল্য দাঁড়িয়েছে ১৬ টাকা ১০ পয়সায়। — [799, 840, 976, 897]
logo-text: দেশ প্রতিক্ষণ — [54, 31, 169, 56]
article-body: লিমিটেড। ডিএসই সূত্রে জানা গেছে, সপ্তাহজুড়ে কোম্পানিটির শেয়ারদর বেড়েছে ৯ টাকা ৪০ পয়সা বা ২৪.৪৮ শতাংশ। দর বৃদ্ধির তালিকায় দ্বিতীয় স্থানে থাকা কোম্পানিটির শেয়ারদর বেড়েছে ১৯.৬৪ শতাংশ। তৃতীয় স্থানে থাকা কোম্পানির দর বেড়েছে ১৭.৩২ শতাংশ। এছাড়া শীর্ষ দশে থাকা অন্য কোম্পানিগুলোর দরও উল্লেখযোগ্য হারে বেড়েছে। বাজার বিশ্লেষকরা বলছেন, মৌলভিত্তিসম্পন্ন কোম্পানির শেয়ারে বিনিয়োগকারীদের আগ্রহ বেড়েছে। — [416, 190, 593, 317]
newspaper-logo — [26, 28, 241, 61]
continuation-label: শেষ পৃষ্ঠার পর — [95, 1095, 148, 1106]
article-body: ৯ টাকা ৩৫ পয়সা। আগের হিসাব বছরে যা ছিল ৮ টাকা ১০ পয়সা। নিরীক্ষিত প্রতিবেদন অনুযায়ী কোম্পানিটির সম্পদমূল্য ও মুনাফা দুটোই বেড়েছে। পর্ষদ ঘোষিত লভ্যাংশ অনুমোদনের জন্য বার্ষিক সাধারণ সভার তারিখ নির্ধারণ করা হয়েছে। — [990, 79, 1167, 147]
